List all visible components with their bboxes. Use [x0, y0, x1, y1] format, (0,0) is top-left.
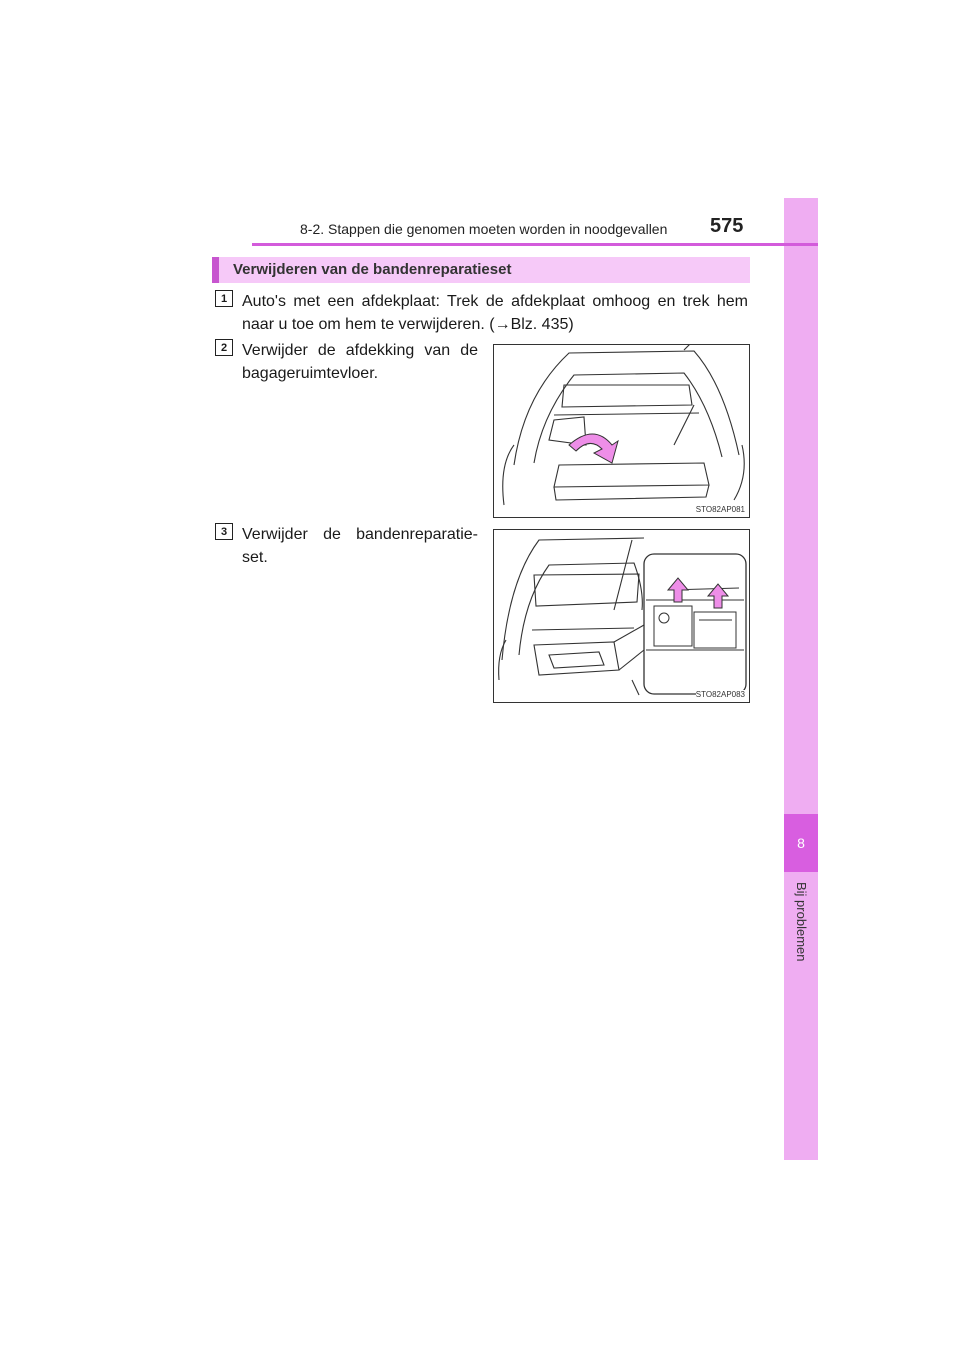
section-heading-bar	[212, 257, 750, 283]
chapter-number: 8	[784, 814, 818, 872]
figure-code: STO82AP083	[695, 690, 745, 699]
header-rule	[252, 243, 818, 246]
figure-cargo-floor-cover	[493, 344, 750, 518]
step-text-1: Auto's met een afdekplaat: Trek de afdekplaat omhoog en trek hem naar u toe om hem te verwijderen. (→Blz. 435)	[242, 293, 748, 333]
figure-code: STO82AP081	[695, 505, 745, 514]
step-text-2: Verwijder de afdekking van de bagageruimtevloer.	[242, 342, 478, 382]
page-header-title: 8-2. Stappen die genomen moeten worden in noodgevallen	[300, 221, 668, 237]
step-text-3: Verwijder de bandenreparatie-set.	[242, 526, 478, 566]
step-number-3: 3	[215, 523, 233, 540]
cargo-floor-illustration	[494, 345, 749, 517]
repair-kit-illustration	[494, 530, 749, 702]
chapter-side-tab	[784, 198, 818, 1160]
step-number-1: 1	[215, 290, 233, 307]
section-title: Verwijderen van de bandenreparatieset	[233, 261, 512, 278]
step-number-2: 2	[215, 339, 233, 356]
figure-repair-kit	[493, 529, 750, 703]
chapter-label: Bij problemen	[794, 882, 809, 962]
page-number: 575	[710, 215, 744, 237]
